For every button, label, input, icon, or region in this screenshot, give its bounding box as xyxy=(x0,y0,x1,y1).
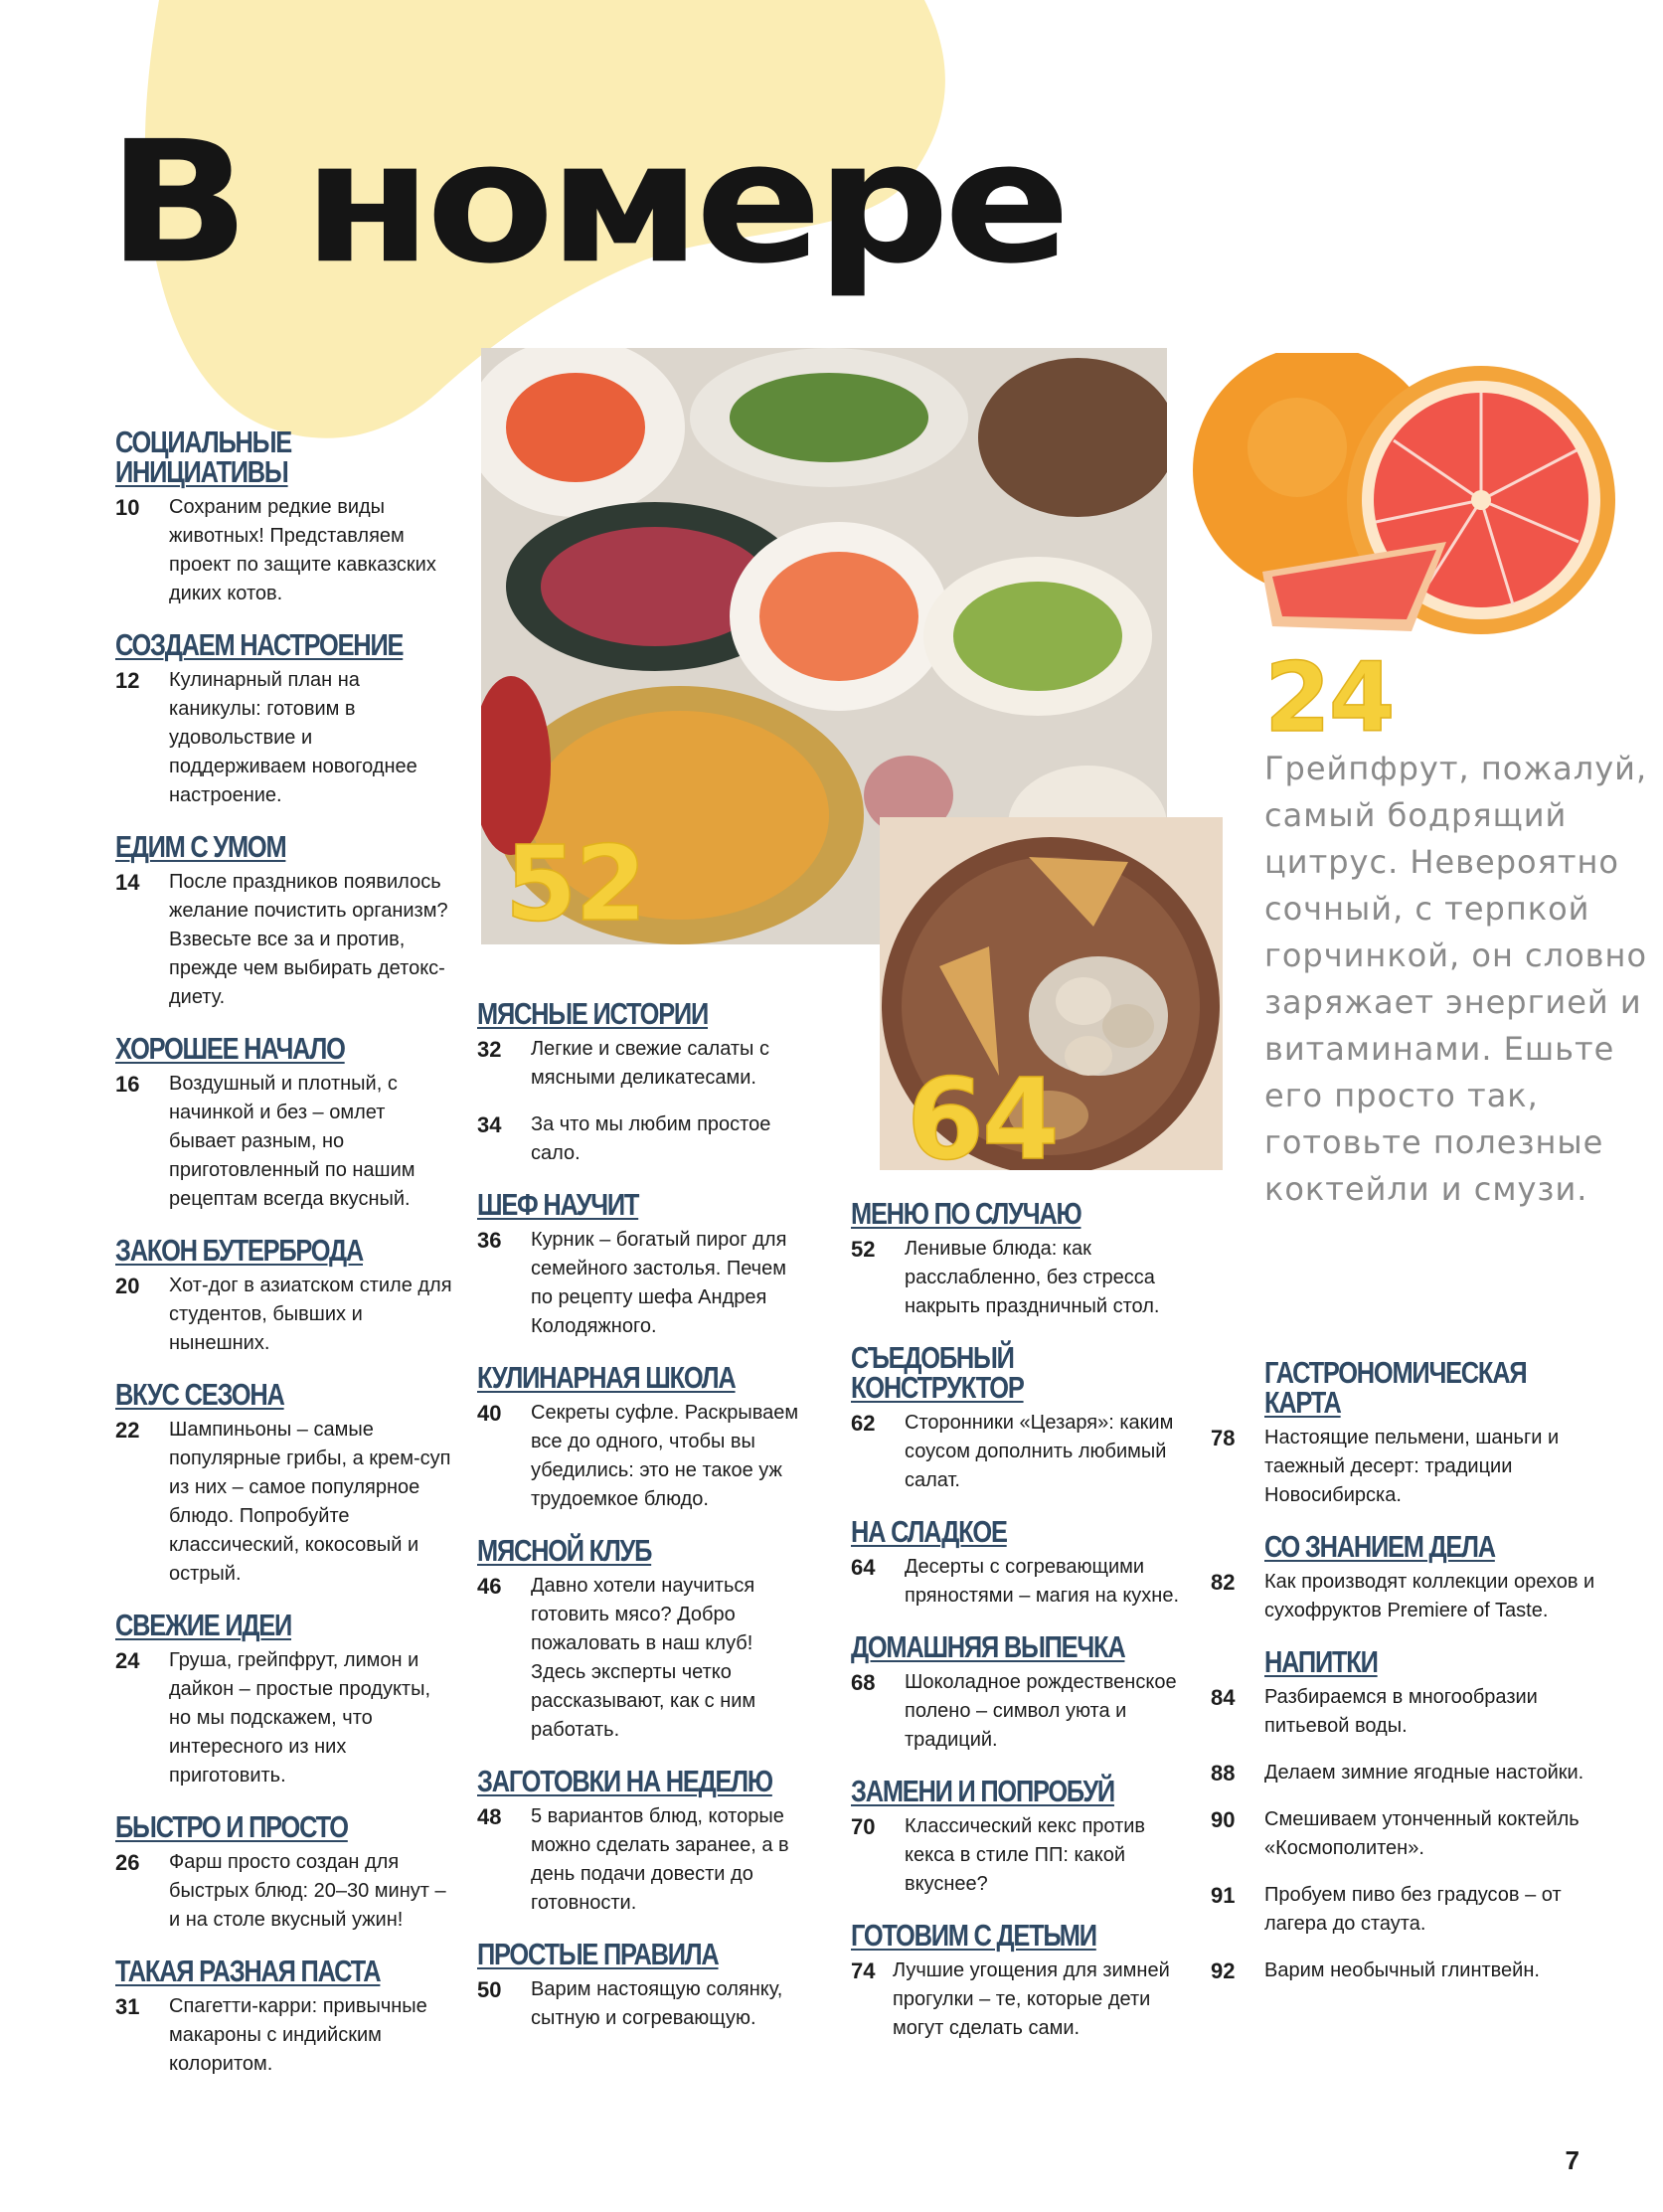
section-season-taste xyxy=(115,1377,453,1589)
page-number: 70 xyxy=(851,1814,876,1839)
item-description: Разбираемся в многообразии питьевой воды. xyxy=(1264,1686,1538,1737)
page-number-footer: 7 xyxy=(1565,2145,1580,2175)
item-description: Давно хотели научиться готовить мясо? Добро пожаловать в наш клуб! Здесь эксперты четко рассказывают, как с ним работать. xyxy=(531,1575,756,1741)
page-number: 50 xyxy=(477,1977,502,2002)
section-label: НАПИТКИ xyxy=(1264,1644,1378,1679)
section-simple-rules xyxy=(477,1937,805,2033)
section-label: ТАКАЯ РАЗНАЯ ПАСТА xyxy=(115,1954,381,1988)
list-item[interactable] xyxy=(115,1646,453,1790)
contents-column-1 xyxy=(115,427,453,2091)
page-number: 64 xyxy=(851,1555,876,1580)
list-item[interactable] xyxy=(1211,1805,1608,1863)
section-sandwich-law xyxy=(115,1233,453,1358)
page-number: 24 xyxy=(115,1648,140,1673)
section-gastro-map xyxy=(1211,1355,1608,1510)
list-item[interactable] xyxy=(851,1409,1189,1495)
list-item[interactable] xyxy=(477,1572,805,1745)
list-item[interactable] xyxy=(851,1812,1189,1899)
section-label: ЗАМЕНИ И ПОПРОБУЙ xyxy=(851,1774,1114,1808)
list-item[interactable] xyxy=(1211,1683,1608,1741)
item-description: За что мы любим простое сало. xyxy=(531,1113,771,1164)
page-number: 48 xyxy=(477,1804,502,1829)
page-number: 78 xyxy=(1211,1426,1236,1450)
section-label: ШЕФ НАУЧИТ xyxy=(477,1187,639,1222)
contents-column-4 xyxy=(1211,1355,1608,1997)
page-number: 74 xyxy=(851,1958,876,1983)
list-item[interactable] xyxy=(477,1110,805,1168)
item-description: Воздушный и плотный, с начинкой и без – омлет бывает разным, но приготовленный по нашим рецептам всегда вкусный. xyxy=(169,1073,416,1210)
section-title xyxy=(477,1360,747,1395)
constructor-line-2: КОНСТРУКТОР xyxy=(851,1370,1024,1405)
section-title xyxy=(115,1031,393,1066)
section-smart-eating xyxy=(115,829,453,1012)
section-title xyxy=(115,829,393,864)
list-item[interactable] xyxy=(1211,1759,1608,1787)
section-label: ЕДИМ С УМОМ xyxy=(115,829,286,864)
item-description: Кулинарный план на каникулы: готовим в удовольствие и поддерживаем новогоднее настроение. xyxy=(169,669,417,806)
item-description: Варим настоящую солянку, сытную и согревающую. xyxy=(531,1978,783,2029)
section-mood xyxy=(115,627,453,810)
section-title xyxy=(115,1233,393,1268)
section-label: СО ЗНАНИЕМ ДЕЛА xyxy=(1264,1529,1495,1564)
section-title xyxy=(851,1629,1128,1664)
list-item[interactable] xyxy=(851,1553,1189,1611)
page-number: 84 xyxy=(1211,1685,1236,1710)
item-description: Легкие и свежие салаты с мясными деликатесами. xyxy=(531,1038,769,1089)
page-number: 92 xyxy=(1211,1958,1236,1983)
section-label: ЗАКОН БУТЕРБРОДА xyxy=(115,1233,363,1268)
section-meat-stories xyxy=(477,996,805,1168)
list-item[interactable] xyxy=(115,1848,453,1935)
constructor-line-1: СЪЕДОБНЫЙ xyxy=(851,1340,1014,1375)
item-description: Классический кекс против кекса в стиле ПП: какой вкуснее? xyxy=(905,1815,1146,1895)
social-line-2: ИНИЦИАТИВЫ xyxy=(115,454,288,489)
gastro-line-1: ГАСТРОНОМИЧЕСКАЯ xyxy=(1264,1355,1527,1390)
section-sweet xyxy=(851,1514,1189,1611)
page-number: 14 xyxy=(115,870,140,895)
page-number: 16 xyxy=(115,1072,140,1097)
item-description: Как производят коллекции орехов и сухофруктов Premiere of Taste. xyxy=(1264,1571,1595,1621)
item-description: Делаем зимние ягодные настойки. xyxy=(1264,1762,1584,1784)
list-item[interactable] xyxy=(477,1399,805,1514)
item-description: Секреты суфле. Раскрываем все до одного, чтобы вы убедились: это не такое уж трудоемкое блюдо. xyxy=(531,1402,799,1510)
section-title xyxy=(115,427,393,487)
section-title xyxy=(115,1809,393,1844)
item-description: Сторонники «Цезаря»: каким соусом дополнить любимый салат. xyxy=(905,1412,1174,1491)
grapefruit-page-badge: 24 xyxy=(1264,642,1394,754)
list-item[interactable] xyxy=(115,1992,453,2079)
grapefruit-description: Грейпфрут, пожалуй, самый бодрящий цитрус. Невероятно сочный, с терпкой горчинкой, он словно заряжает энергией и витаминами. Ешьте его просто так, готовьте полезные коктейли и смузи. xyxy=(1264,750,1648,1208)
page-number: 10 xyxy=(115,495,140,520)
item-description: Шоколадное рождественское полено – символ уюта и традиций. xyxy=(905,1671,1177,1751)
section-title xyxy=(851,1918,1128,1953)
item-description: Шампиньоны – самые популярные грибы, а крем-суп из них – самое популярное блюдо. Попробуйте классический, кокосовый и острый. xyxy=(169,1419,451,1585)
list-item[interactable] xyxy=(115,1416,453,1589)
section-title xyxy=(477,1187,747,1222)
list-item[interactable] xyxy=(115,1272,453,1358)
section-title xyxy=(851,1514,1128,1549)
dessert-page-badge: 64 xyxy=(907,1056,1058,1185)
item-description: После праздников появилось желание почистить организм? Взвесьте все за и против, прежде чем выбирать детокс-диету. xyxy=(169,871,448,1008)
section-pasta xyxy=(115,1954,453,2079)
section-label: ДОМАШНЯЯ ВЫПЕЧКА xyxy=(851,1629,1125,1664)
social-line-1: СОЦИАЛЬНЫЕ xyxy=(115,425,292,459)
section-good-start xyxy=(115,1031,453,1214)
item-description: Ленивые блюда: как расслабленно, без стресса накрыть праздничный стол. xyxy=(905,1238,1160,1317)
section-cooking-school xyxy=(477,1360,805,1514)
section-social xyxy=(115,427,453,608)
section-chef xyxy=(477,1187,805,1341)
section-title xyxy=(115,627,404,662)
item-description: Десерты с согревающими пряностями – магия на кухне. xyxy=(905,1556,1180,1607)
section-label: СОЗДАЕМ НАСТРОЕНИЕ xyxy=(115,627,404,662)
item-description: Смешиваем утонченный коктейль «Космополитен». xyxy=(1264,1808,1580,1859)
page-number: 22 xyxy=(115,1418,140,1443)
section-label: БЫСТРО И ПРОСТО xyxy=(115,1809,348,1844)
page-number: 90 xyxy=(1211,1807,1236,1832)
list-item[interactable] xyxy=(115,1070,453,1214)
grapefruit-photo xyxy=(1163,353,1660,641)
page-number: 52 xyxy=(851,1237,876,1262)
section-label: МЕНЮ ПО СЛУЧАЮ xyxy=(851,1196,1081,1231)
item-description: Настоящие пельмени, шаньги и таежный десерт: традиции Новосибирска. xyxy=(1264,1427,1560,1506)
section-menu-occasion xyxy=(851,1196,1189,1321)
page-number: 31 xyxy=(115,1994,140,2019)
section-title xyxy=(1264,1355,1547,1420)
section-label: ПРОСТЫЕ ПРАВИЛА xyxy=(477,1937,719,1971)
section-label: МЯСНЫЕ ИСТОРИИ xyxy=(477,996,709,1031)
item-description: Фарш просто создан для быстрых блюд: 20–30 минут – и на столе вкусный ужин! xyxy=(169,1851,446,1931)
page-number: 46 xyxy=(477,1574,502,1599)
list-item[interactable] xyxy=(115,493,453,608)
page-number: 88 xyxy=(1211,1761,1236,1786)
page-number: 34 xyxy=(477,1112,502,1137)
item-description: Лучшие угощения для зимней прогулки – те, которые дети могут сделать сами. xyxy=(893,1959,1170,2039)
page-number: 68 xyxy=(851,1670,876,1695)
section-title xyxy=(851,1340,1128,1405)
feast-page-badge: 52 xyxy=(505,823,645,944)
section-drinks xyxy=(1211,1644,1608,1985)
section-cooking-kids xyxy=(851,1918,1189,2043)
item-description: Хот-дог в азиатском стиле для студентов, бывших и нынешних. xyxy=(169,1275,452,1354)
page-number: 62 xyxy=(851,1411,876,1436)
page-number: 20 xyxy=(115,1274,140,1298)
list-item[interactable] xyxy=(477,1035,805,1093)
page-number: 26 xyxy=(115,1850,140,1875)
section-label: ХОРОШЕЕ НАЧАЛО xyxy=(115,1031,345,1066)
section-replace-try xyxy=(851,1774,1189,1899)
section-label: КУЛИНАРНАЯ ШКОЛА xyxy=(477,1360,736,1395)
section-label: ГОТОВИМ С ДЕТЬМИ xyxy=(851,1918,1096,1953)
section-meat-club xyxy=(477,1533,805,1745)
page-number: 40 xyxy=(477,1401,502,1426)
list-item[interactable] xyxy=(477,1226,805,1341)
section-title xyxy=(851,1774,1128,1808)
section-title xyxy=(115,1377,393,1412)
section-title xyxy=(477,996,747,1031)
item-description: Пробуем пиво без градусов – от лагера до стаута. xyxy=(1264,1884,1562,1935)
list-item[interactable] xyxy=(851,1668,1189,1755)
section-title xyxy=(477,1937,747,1971)
item-description: Варим необычный глинтвейн. xyxy=(1264,1959,1540,1981)
page-number: 36 xyxy=(477,1228,502,1253)
item-description: Курник – богатый пирог для семейного застолья. Печем по рецепту шефа Андрея Колодяжного. xyxy=(531,1229,787,1337)
section-fresh-ideas xyxy=(115,1608,453,1790)
list-item[interactable] xyxy=(1211,1957,1608,1985)
section-home-baking xyxy=(851,1629,1189,1755)
section-edible-constructor xyxy=(851,1340,1189,1495)
section-label: МЯСНОЙ КЛУБ xyxy=(477,1533,652,1568)
page-title: В номере xyxy=(107,104,1066,301)
list-item[interactable] xyxy=(851,1957,1189,2043)
page-number: 82 xyxy=(1211,1570,1236,1595)
page-number: 32 xyxy=(477,1037,502,1062)
section-title xyxy=(1264,1644,1547,1679)
item-description: Груша, грейпфрут, лимон и дайкон – простые продукты, но мы подскажем, что интересного из них приготовить. xyxy=(169,1649,431,1787)
item-description: Спагетти-карри: привычные макароны с индийским колоритом. xyxy=(169,1995,427,2075)
section-title xyxy=(851,1196,1128,1231)
list-item[interactable] xyxy=(115,868,453,1012)
item-description: Сохраним редкие виды животных! Представляем проект по защите кавказских диких котов. xyxy=(169,496,436,604)
section-label: НА СЛАДКОЕ xyxy=(851,1514,1007,1549)
section-title xyxy=(477,1533,747,1568)
page-number: 91 xyxy=(1211,1883,1236,1908)
contents-column-2 xyxy=(477,996,805,2045)
section-expertise xyxy=(1211,1529,1608,1625)
section-title xyxy=(477,1764,772,1798)
list-item[interactable] xyxy=(1211,1424,1608,1510)
list-item[interactable] xyxy=(851,1235,1189,1321)
page-number: 12 xyxy=(115,668,140,693)
item-description: 5 вариантов блюд, которые можно сделать заранее, а в день подачи довести до готовности. xyxy=(531,1805,789,1914)
section-label: ВКУС СЕЗОНА xyxy=(115,1377,284,1412)
section-label: СВЕЖИЕ ИДЕИ xyxy=(115,1608,292,1642)
section-title xyxy=(115,1954,393,1988)
list-item[interactable] xyxy=(115,666,453,810)
contents-column-3 xyxy=(851,1196,1189,2055)
section-label: ЗАГОТОВКИ НА НЕДЕЛЮ xyxy=(477,1764,772,1798)
section-quick-simple xyxy=(115,1809,453,1935)
list-item[interactable] xyxy=(1211,1568,1608,1625)
section-week-prep xyxy=(477,1764,805,1918)
gastro-line-2: КАРТА xyxy=(1264,1385,1341,1420)
section-title xyxy=(115,1608,393,1642)
list-item[interactable] xyxy=(477,1802,805,1918)
list-item[interactable] xyxy=(1211,1881,1608,1939)
section-title xyxy=(1264,1529,1547,1564)
list-item[interactable] xyxy=(477,1975,805,2033)
